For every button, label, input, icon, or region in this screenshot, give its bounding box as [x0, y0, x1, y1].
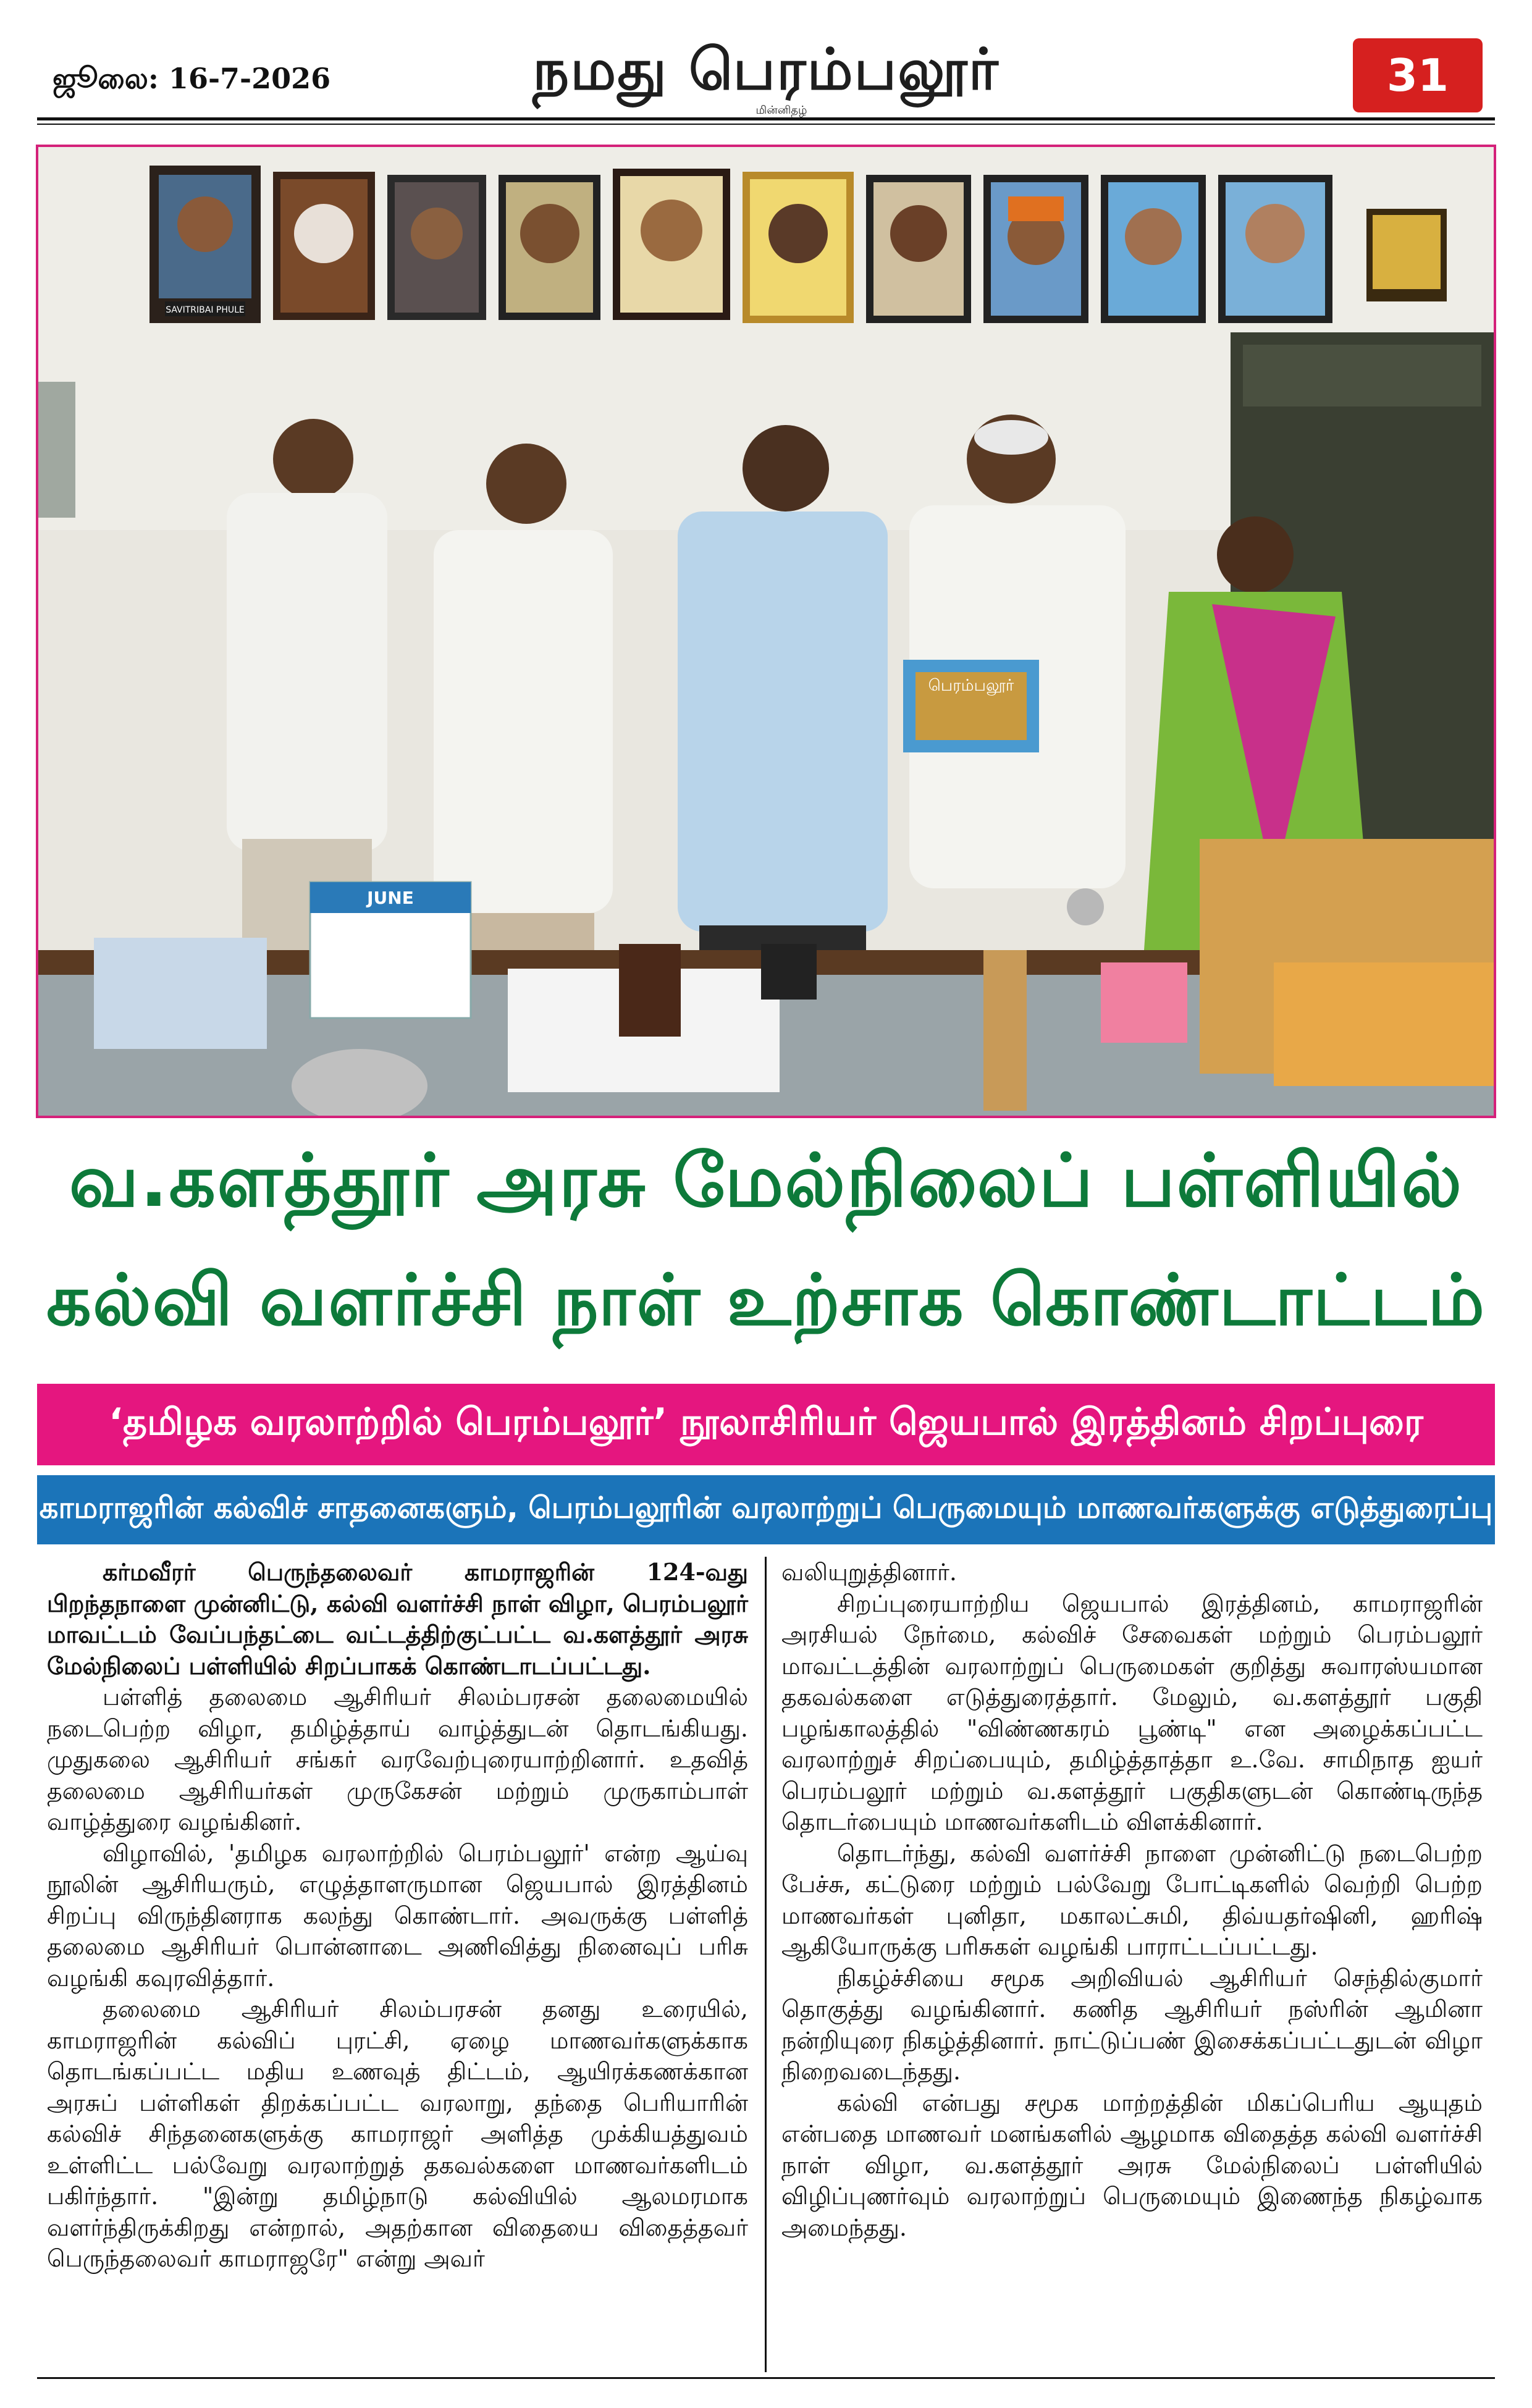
subheadline-pink: ‘தமிழக வரலாற்றில் பெரம்பலூர்’ நூலாசிரியர் ஜெயபால் இரத்தினம் சிறப்புரை [37, 1384, 1495, 1465]
article-column-right [781, 1557, 1483, 2385]
page-number-badge: 31 [1353, 38, 1483, 112]
article-paragraph: விழாவில், 'தமிழக வரலாற்றில் பெரம்பலூர்' என்ற ஆய்வு நூலின் ஆசிரியரும், எழுத்தாளருமான ஜெயபால் இரத்தினம் சிறப்பு விருந்தினராக கலந்து கொண்டார். அவருக்கு பள்ளித் தலைமை ஆசிரியர் பொன்னாடை அணிவித்து நினைவுப் பரிசு வழங்கி கவுரவித்தார். [47, 1839, 748, 1992]
photo-image [38, 147, 1494, 1116]
newspaper-title: நமது பெரம்பலூர் [532, 36, 1000, 103]
bottom-rule [37, 2377, 1495, 2379]
calendar-month: JUNE [367, 888, 414, 908]
article-paragraph: கல்வி என்பது சமூக மாற்றத்தின் மிகப்பெரிய ஆயுதம் என்பதை மாணவர் மனங்களில் ஆழமாக விதைத்த கல்வி வளர்ச்சி நாள் விழா, வ.களத்தூர் அரசு மேல்நிலைப் பள்ளியில் விழிப்புணர்வும் வரலாற்றுப் பெருமையும் இணைந்த நிகழ்வாக அமைந்தது. [781, 2089, 1483, 2241]
masthead-rule-thin [37, 124, 1495, 125]
article-paragraph: வலியுறுத்தினார். [781, 1559, 957, 1586]
headline-line-1: வ.களத்தூர் அரசு மேல்நிலைப் பள்ளியில் [69, 1138, 1463, 1223]
article-paragraph: தலைமை ஆசிரியர் சிலம்பரசன் தனது உரையில், காமராஜரின் கல்விப் புரட்சி, ஏழை மாணவர்களுக்காக தொடங்கப்பட்ட மதிய உணவுத் திட்டம், ஆயிரக்கணக்கான அரசுப் பள்ளிகள் திறக்கப்பட்ட வரலாறு, தந்தை பெரியாரின் கல்விச் சிந்தனைகளுக்கு காமராஜர் அளித்த முக்கியத்துவம் உள்ளிட்ட பல்வேறு வரலாற்றுத் தகவல்களை மாணவர்களிடம் பகிர்ந்தார். "இன்று தமிழ்நாடு கல்வியில் ஆலமரமாக வளர்ந்திருக்கிறது என்றால், அதற்கான விதையை விதைத்தவர் பெருந்தலைவர் காமராஜரே" என்று அவர் [47, 1995, 748, 2272]
book-title: பெரம்பலூர் [928, 676, 1014, 695]
article-paragraph: கர்மவீரர் பெருந்தலைவர் காமராஜரின் 124-வது பிறந்தநாளை முன்னிட்டு, கல்வி வளர்ச்சி நாள் விழா, பெரம்பலூர் மாவட்டம் வேப்பந்தட்டை வட்டத்திற்குட்பட்ட வ.களத்தூர் அரசு மேல்நிலைப் பள்ளியில் சிறப்பாகக் கொண்டாடப்பட்டது. [47, 1558, 748, 1680]
article-paragraph: சிறப்புரையாற்றிய ஜெயபால் இரத்தினம், காமராஜரின் அரசியல் நேர்மை, கல்விச் சேவைகள் மற்றும் பெரம்பலூர் மாவட்டத்தின் வரலாற்றுப் பெருமைகள் குறித்து சுவாரஸ்யமான தகவல்களை எடுத்துரைத்தார். மேலும், வ.களத்தூர் பகுதி பழங்காலத்தில் "விண்ணகரம் பூண்டி" என அழைக்கப்பட்ட வரலாற்றுச் சிறப்பையும், தமிழ்த்தாத்தா உ.வே. சாமிநாத ஐயர் பெரம்பலூர் மற்றும் வ.களத்தூர் பகுதிகளுடன் கொண்டிருந்த தொடர்பையும் மாணவர்களிடம் விளக்கினார். [781, 1589, 1483, 1835]
headline-line-2: கல்வி வளர்ச்சி நாள் உற்சாக கொண்டாட்டம் [46, 1259, 1486, 1341]
issue-date: ஜூலை: 16-7-2026 [53, 62, 331, 95]
newspaper-subtitle: மின்னிதழ் [755, 104, 807, 117]
article-paragraph: தொடர்ந்து, கல்வி வளர்ச்சி நாளை முன்னிட்டு நடைபெற்ற பேச்சு, கட்டுரை மற்றும் பல்வேறு போட்டிகளில் வெற்றி பெற்ற மாணவர்கள் புனிதா, மகாலட்சுமி, திவ்யதர்ஷினி, ஹரிஷ் ஆகியோருக்கு பரிசுகள் வழங்கி பாராட்டப்பட்டது. [781, 1839, 1483, 1960]
subheadline-blue: காமராஜரின் கல்விச் சாதனைகளும், பெரம்பலூரின் வரலாற்றுப் பெருமையும் மாணவர்களுக்கு எடுத்துரைப்பு [37, 1475, 1495, 1544]
masthead-rule [37, 117, 1495, 120]
article-paragraph: நிகழ்ச்சியை சமூக அறிவியல் ஆசிரியர் செந்தில்குமார் தொகுத்து வழங்கினார். கணித ஆசிரியர் நஸ்ரின் ஆமினா நன்றியுரை நிகழ்த்தினார். நாட்டுப்பண் இசைக்கப்பட்டதுடன் விழா நிறைவடைந்தது. [781, 1964, 1483, 2085]
article-column-left [47, 1557, 748, 2385]
column-divider [765, 1557, 767, 2372]
portrait-caption: SAVITRIBAI PHULE [166, 305, 245, 315]
article-paragraph: பள்ளித் தலைமை ஆசிரியர் சிலம்பரசன் தலைமையில் நடைபெற்ற விழா, தமிழ்த்தாய் வாழ்த்துடன் தொடங்கியது. முதுகலை ஆசிரியர் சங்கர் வரவேற்புரையாற்றினார். உதவித் தலைமை ஆசிரியர்கள் முருகேசன் மற்றும் முருகாம்பாள் வாழ்த்துரை வழங்கினர். [47, 1683, 748, 1835]
news-photo [36, 145, 1496, 1118]
